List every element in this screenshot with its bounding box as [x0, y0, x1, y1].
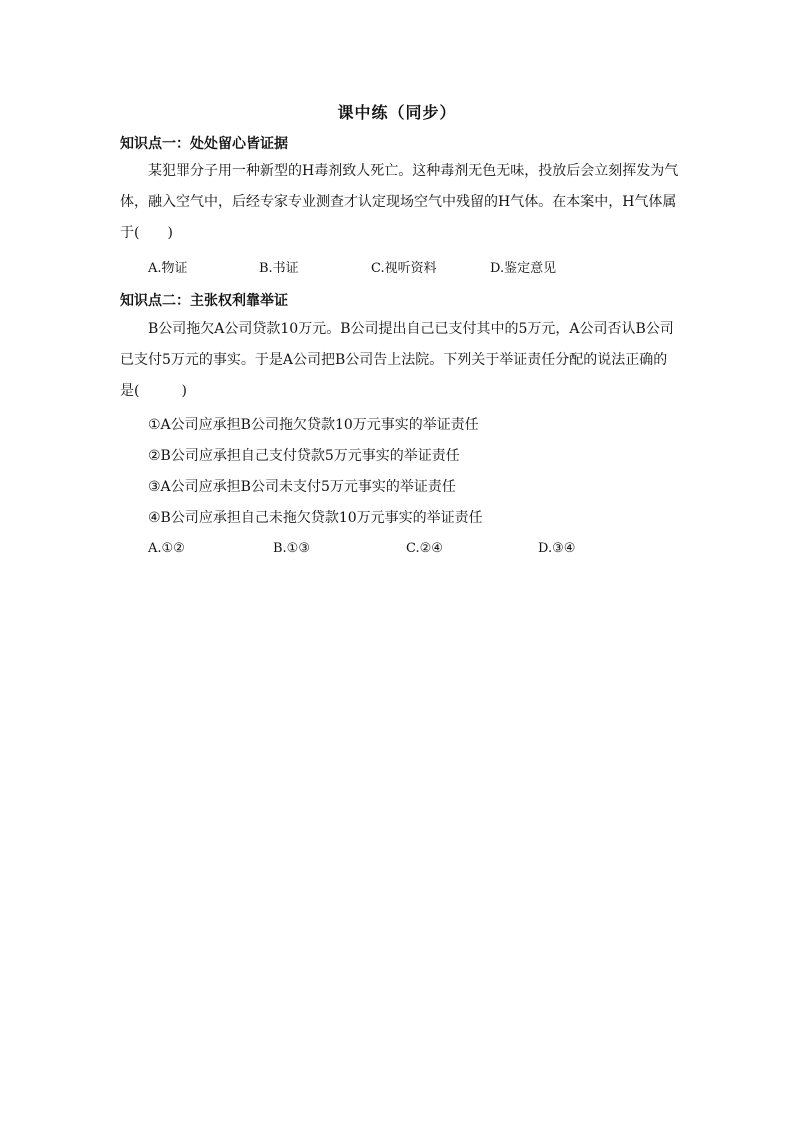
section2-statement-3: ③A公司应承担B公司未支付5万元事实的举证责任	[148, 479, 456, 495]
section2-statement-4: ④B公司应承担自己未拖欠贷款10万元事实的举证责任	[148, 510, 483, 526]
section2-question: B公司拖欠A公司贷款10万元。B公司提出自己已支付其中的5万元，A公司否认B公司已支付5万元的事实。于是A公司把B公司告上法院。下列关于举证责任分配的说法正确的是( )	[120, 321, 674, 399]
section1-option-b: B.书证	[259, 261, 299, 276]
section1-question: 某犯罪分子用一种新型的H毒剂致人死亡。这种毒剂无色无味，投放后会立刻挥发为气体，融入空气中，后经专家专业测查才认定现场空气中残留的H气体。在本案中，H气体属于( )	[120, 163, 679, 241]
section2-option-d: D.③④	[538, 541, 576, 556]
section2-option-b: B.①③	[273, 541, 310, 556]
section1-option-a: A.物证	[148, 261, 188, 276]
section1-heading: 知识点一：处处留心皆证据	[120, 136, 288, 152]
section1-option-d: D.鉴定意见	[490, 261, 557, 276]
section2-statement-2: ②B公司应承担自己支付贷款5万元事实的举证责任	[148, 448, 460, 464]
section1-option-c: C.视听资料	[371, 261, 437, 276]
section2-option-a: A.①②	[148, 541, 185, 556]
section2-heading: 知识点二：主张权利靠举证	[120, 293, 288, 309]
section2-statement-1: ①A公司应承担B公司拖欠贷款10万元事实的举证责任	[148, 417, 479, 433]
section2-option-c: C.②④	[406, 541, 443, 556]
page-title: 课中练（同步）	[337, 103, 457, 122]
